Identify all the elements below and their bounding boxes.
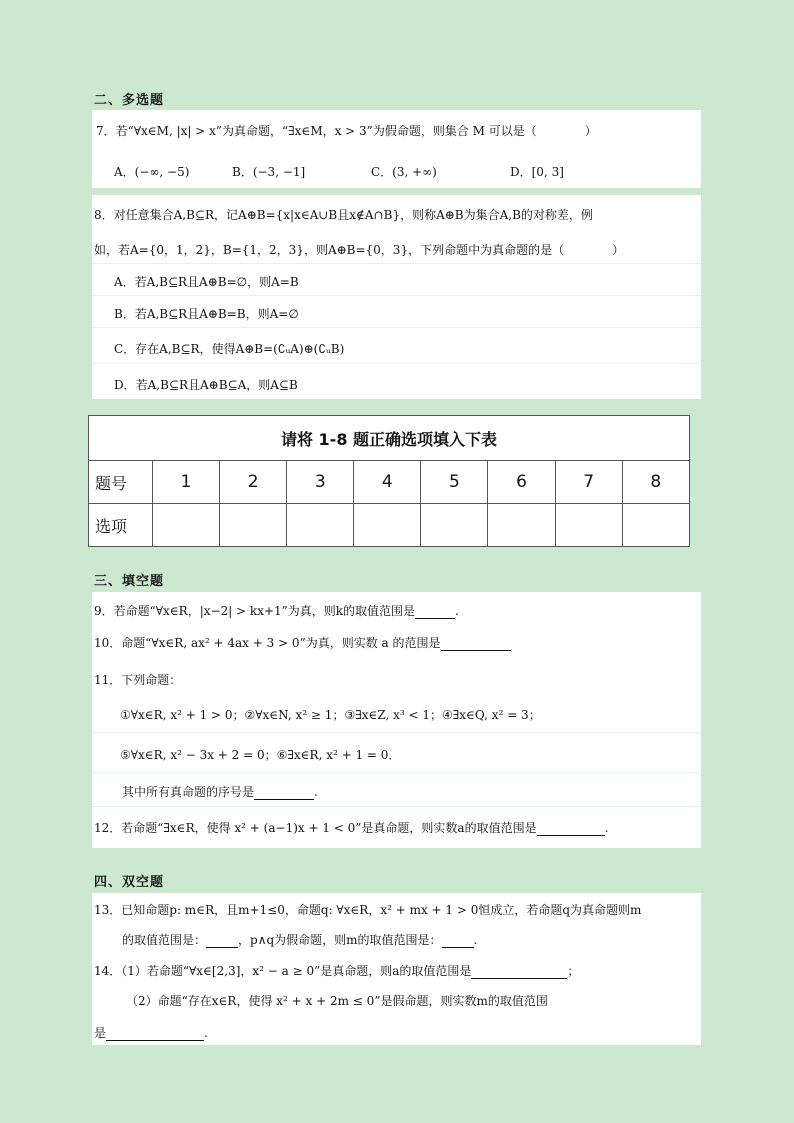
question-12-answer-blank[interactable] xyxy=(537,835,605,836)
answer-table-number: 8 xyxy=(622,461,689,504)
answer-cell-6[interactable] xyxy=(488,504,555,547)
section-heading-fill-in: 三、填空题 xyxy=(94,574,165,589)
answer-table-row-label-number: 题号 xyxy=(89,461,153,504)
question-14-part-1-text: 14．（1）若命题“∀x∈[2,3]，x² − a ≥ 0”是真命题，则a的取值范围是 xyxy=(94,964,472,978)
answer-table-number: 5 xyxy=(421,461,488,504)
question-13-line-2 xyxy=(122,931,701,948)
question-11-line-1: ①∀x∈R, x² + 1 > 0；②∀x∈N, x² ≥ 1；③∃x∈Z, x³ < 1；④∃x∈Q, x² = 3； xyxy=(120,708,541,722)
answer-table-number: 6 xyxy=(488,461,555,504)
question-9: 9．若命题“∀x∈R，|x−2| > kx+1”为真，则k的取值范围是 . xyxy=(94,604,459,618)
answer-table-number: 2 xyxy=(220,461,287,504)
question-9-text: 9．若命题“∀x∈R，|x−2| > kx+1”为真，则k的取值范围是 xyxy=(94,604,416,618)
answer-table-title: 请将 1-8 题正确选项填入下表 xyxy=(89,416,690,461)
question-13-line-2-part-1: 的取值范围是： xyxy=(122,933,207,947)
question-12: 12．若命题“∃x∈R，使得 x² + (a−1)x + 1 < 0”是真命题，则实数a的取值范围是 . xyxy=(94,821,609,835)
answer-cell-7[interactable] xyxy=(555,504,622,547)
question-11-line-3-text: 其中所有真命题的序号是 xyxy=(122,785,255,799)
question-8-block xyxy=(92,195,701,399)
answer-table-number-row xyxy=(89,461,690,504)
answer-cell-3[interactable] xyxy=(287,504,354,547)
question-8-line-2: 如，若A={0，1，2}，B={1，2，3}，则A⊕B={0，3}，下列命题中为真命题的是（ ） xyxy=(94,243,625,257)
section-heading-multiple-choice: 二、多选题 xyxy=(94,93,165,108)
question-8-option-a: A．若A,B⊆R且A⊕B=∅，则A=B xyxy=(114,275,299,289)
answer-cell-2[interactable] xyxy=(220,504,287,547)
question-7-option-c: C．(3, +∞) xyxy=(371,165,437,179)
question-7-option-b: B．(−3, −1] xyxy=(232,165,306,179)
question-10-answer-blank[interactable] xyxy=(441,650,511,651)
answer-table-row-label-option: 选项 xyxy=(89,504,153,547)
question-8-line-1: 8．对任意集合A,B⊆R，记A⊕B={x|x∈A∪B且x∉A∩B}，则称A⊕B为集合A,B的对称差，例 xyxy=(94,208,593,222)
question-13-answer-blank-2[interactable] xyxy=(442,947,474,948)
question-14-answer-blank-2[interactable] xyxy=(106,1040,204,1041)
question-7-block xyxy=(92,110,701,188)
question-13-answer-blank-1[interactable] xyxy=(206,947,238,948)
question-11-line-3: 其中所有真命题的序号是 . xyxy=(122,785,318,799)
question-8-option-b: B．若A,B⊆R且A⊕B=B，则A=∅ xyxy=(114,307,299,321)
question-13-line-1: 13．已知命题p: m∈R，且m+1≤0，命题q: ∀x∈R，x² + mx + 1 > 0恒成立，若命题q为真命题则m xyxy=(94,903,642,917)
question-14-line-1 xyxy=(94,962,701,979)
question-12-text: 12．若命题“∃x∈R，使得 x² + (a−1)x + 1 < 0”是真命题，则实数a的取值范围是 xyxy=(94,821,537,835)
question-13-line-2-part-3: . xyxy=(473,933,478,947)
answer-cell-4[interactable] xyxy=(354,504,421,547)
answer-cell-5[interactable] xyxy=(421,504,488,547)
question-11-intro: 11．下列命题： xyxy=(94,673,182,687)
answer-table-number: 3 xyxy=(287,461,354,504)
question-14-line-3-text: 是 xyxy=(94,1026,107,1040)
answer-cell-8[interactable] xyxy=(622,504,689,547)
question-7-option-a: A．(−∞, −5) xyxy=(114,165,190,179)
question-9-answer-blank[interactable] xyxy=(415,618,455,619)
question-13-line-2-part-2: ，p∧q为假命题，则m的取值范围是： xyxy=(238,933,442,947)
answer-table-option-row xyxy=(89,504,690,547)
answer-table-number: 7 xyxy=(555,461,622,504)
question-11-line-2: ⑤∀x∈R, x² − 3x + 2 = 0；⑥∃x∈R, x² + 1 = 0． xyxy=(120,748,401,762)
question-7-text: 7．若“∀x∈M, |x| > x”为真命题，“∃x∈M，x > 3”为假命题，则集合 M 可以是（ ） xyxy=(96,124,597,138)
answer-cell-1[interactable] xyxy=(153,504,220,547)
question-8-option-d: D．若A,B⊆R且A⊕B⊆A，则A⊆B xyxy=(114,378,298,392)
question-14-line-2: （2）命题“存在x∈R，使得 x² + x + 2m ≤ 0”是假命题，则实数m的取值范围 xyxy=(126,994,548,1008)
question-8-option-c: C．存在A,B⊆R，使得A⊕B=(∁ᵤA)⊕(∁ᵤB) xyxy=(114,342,345,356)
answer-table-number: 1 xyxy=(153,461,220,504)
question-14-line-3: 是 . xyxy=(94,1026,208,1040)
question-10 xyxy=(94,634,701,651)
section-4-block xyxy=(92,893,701,1045)
question-14-part-1-end: ； xyxy=(567,964,580,978)
question-7-option-d: D．[0, 3] xyxy=(510,165,564,179)
section-heading-double-blank: 四、双空题 xyxy=(94,875,165,890)
question-14-answer-blank-1[interactable] xyxy=(471,978,567,979)
answer-table-number: 4 xyxy=(354,461,421,504)
question-11-answer-blank[interactable] xyxy=(254,799,314,800)
section-3-block xyxy=(92,592,701,848)
question-10-text: 10．命题“∀x∈R, ax² + 4ax + 3 > 0”为真，则实数 a 的范围是 xyxy=(94,636,441,650)
answer-table xyxy=(88,415,690,547)
